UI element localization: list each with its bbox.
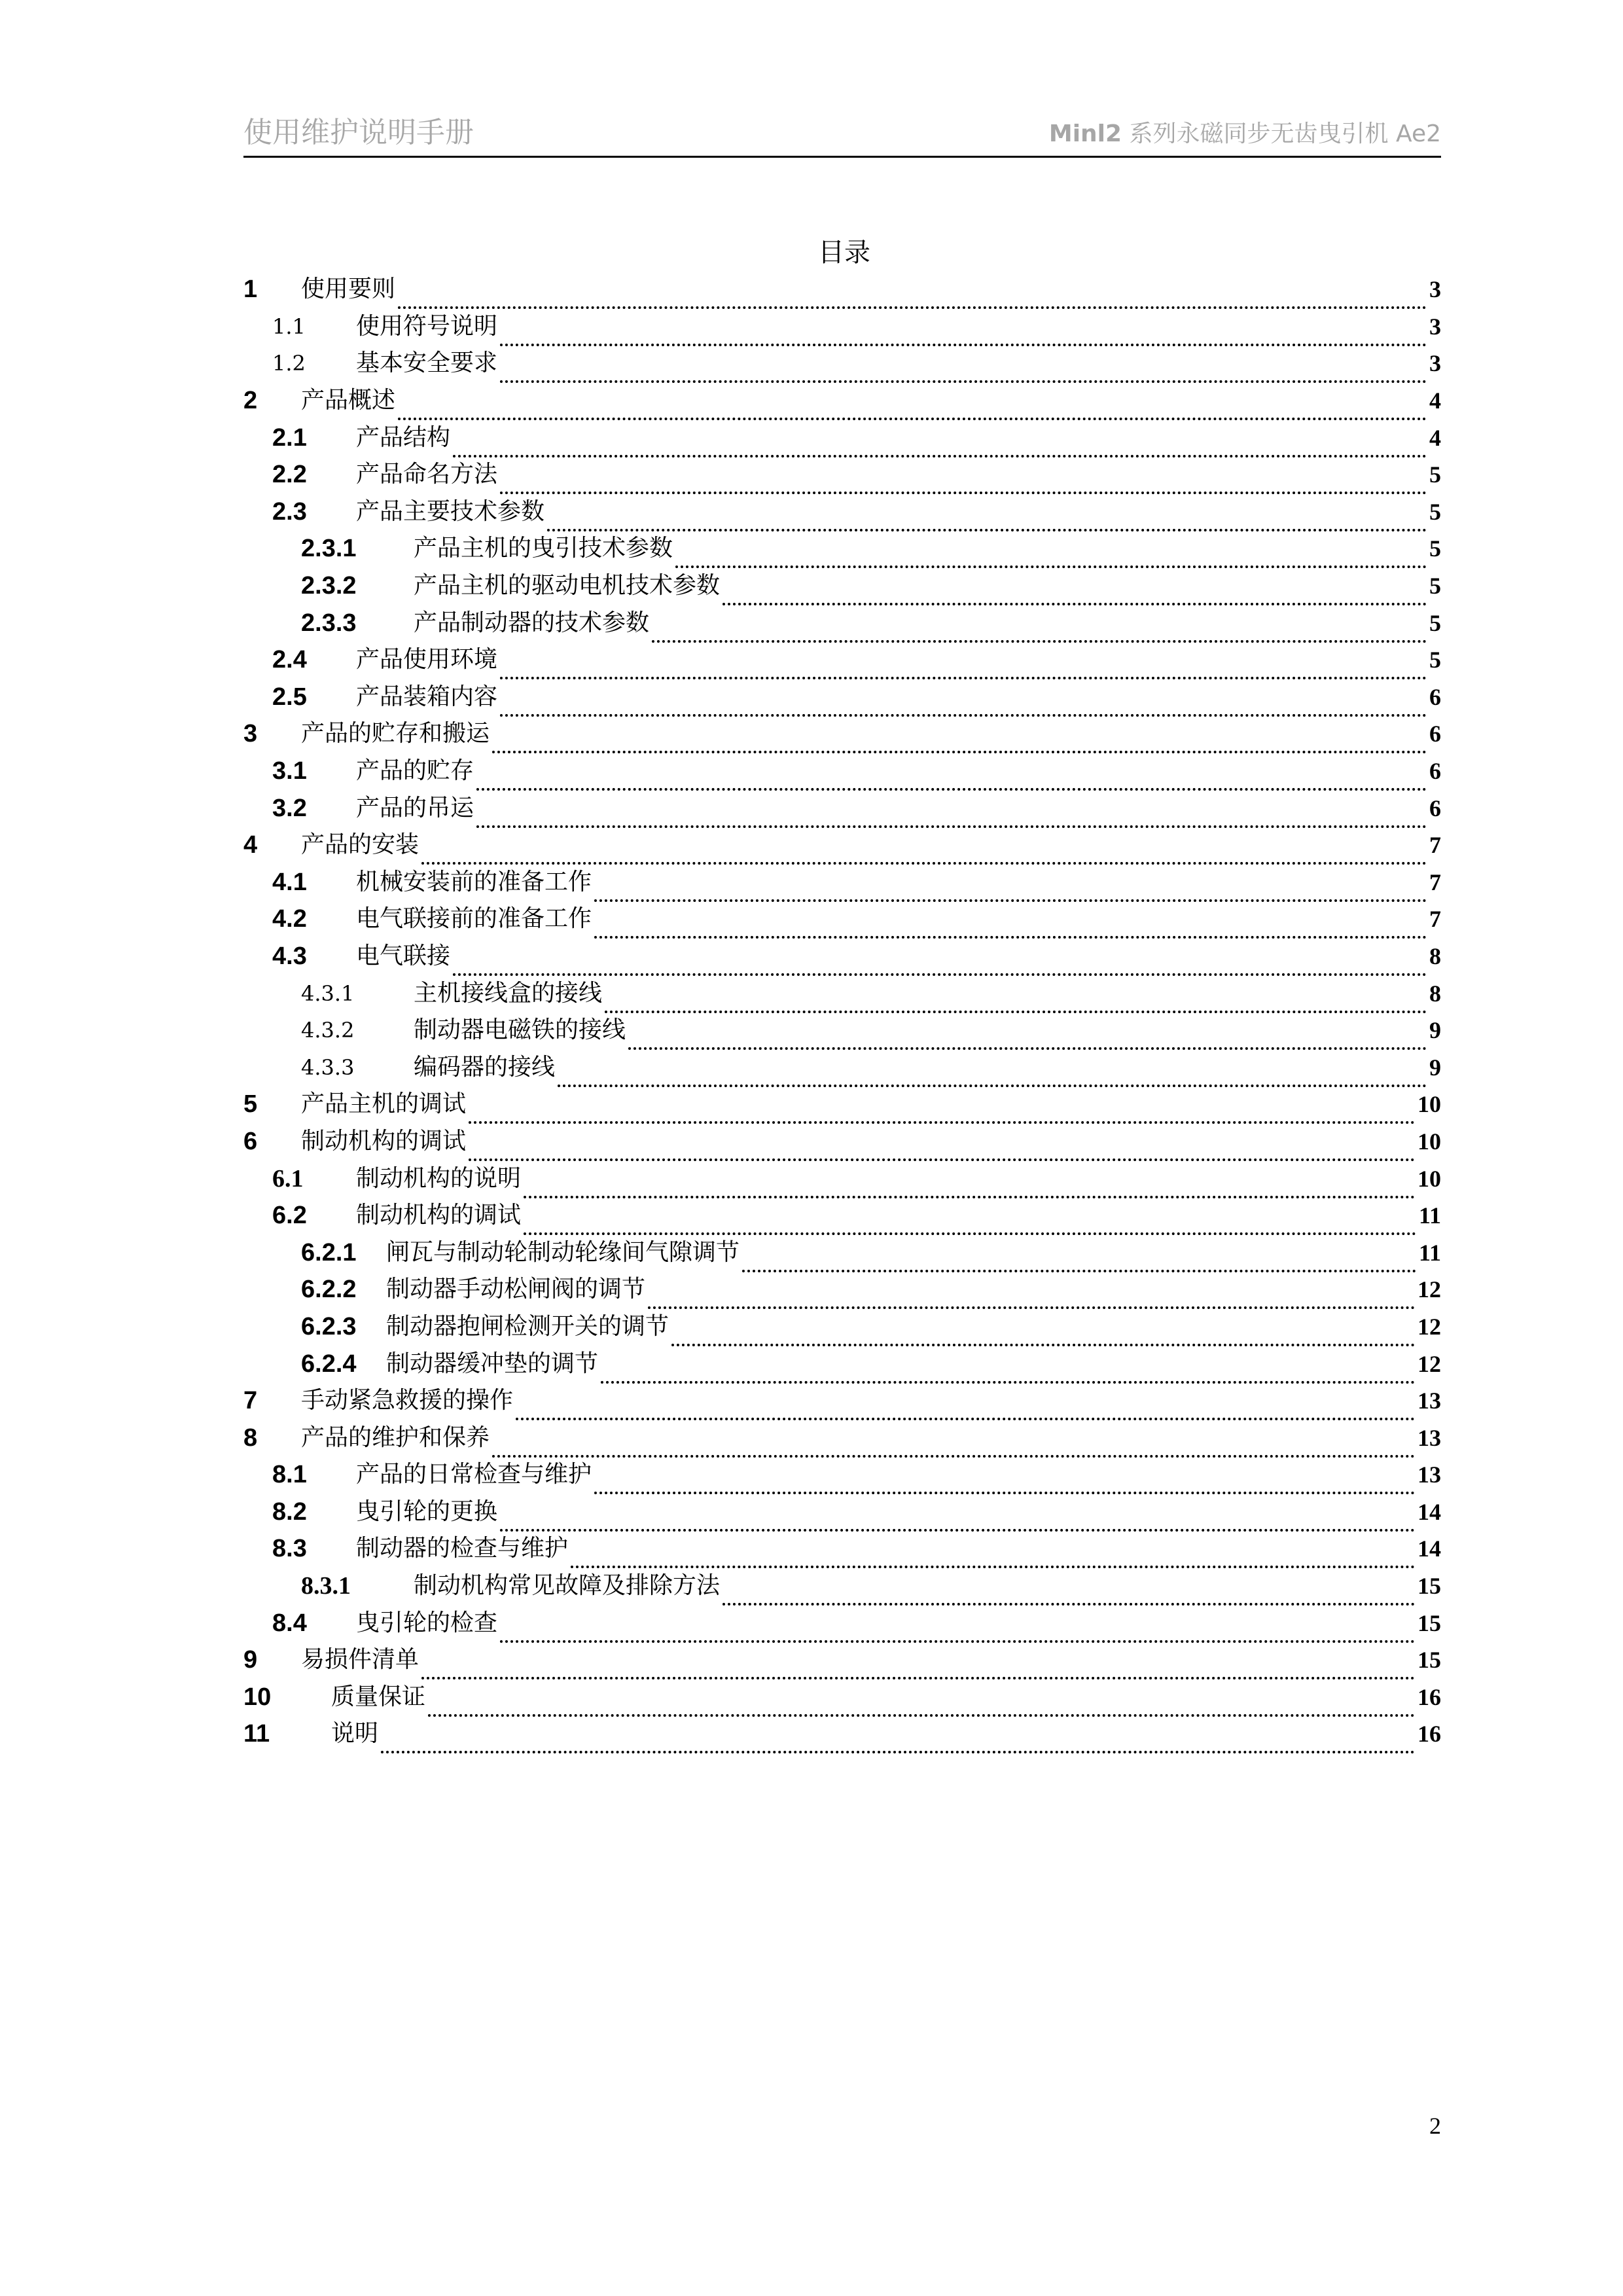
toc-entry-number: 4.1 bbox=[272, 868, 307, 896]
toc-dot-leader bbox=[398, 391, 1427, 420]
toc-entry-number: 3.1 bbox=[272, 757, 307, 785]
toc-dot-leader bbox=[453, 947, 1427, 976]
toc-entry-number: 4 bbox=[243, 831, 258, 859]
toc-entry-page: 15 bbox=[1418, 1647, 1441, 1674]
toc-entry-label: 产品的日常检查与维护 bbox=[356, 1461, 592, 1488]
toc-dot-leader bbox=[428, 1688, 1415, 1717]
toc-entry-number: 4.2 bbox=[272, 905, 307, 933]
toc-dot-leader bbox=[547, 503, 1427, 531]
toc-entry-number: 8.2 bbox=[272, 1498, 307, 1526]
toc-dot-leader bbox=[500, 354, 1427, 383]
header-series-label: 系列永磁同步无齿曳引机 Ae2 bbox=[1122, 120, 1441, 147]
toc-entry[interactable] bbox=[243, 641, 1441, 679]
toc-entry-label: 产品概述 bbox=[301, 387, 396, 414]
toc-entry[interactable] bbox=[243, 271, 1441, 308]
toc-entry-label: 说明 bbox=[331, 1720, 379, 1748]
toc-dot-leader bbox=[421, 1651, 1415, 1679]
toc-entry-number: 6.2 bbox=[272, 1202, 307, 1230]
toc-entry-number: 10 bbox=[243, 1683, 272, 1711]
toc-entry-label: 产品使用环境 bbox=[356, 646, 498, 673]
toc-entry-page: 7 bbox=[1429, 869, 1441, 895]
toc-entry-label: 产品装箱内容 bbox=[356, 683, 498, 710]
toc-entry-label: 使用要则 bbox=[301, 276, 396, 303]
toc-entry-number: 2.3.3 bbox=[301, 609, 357, 637]
toc-dot-leader bbox=[652, 614, 1427, 643]
toc-entry-number: 8.4 bbox=[272, 1609, 307, 1637]
toc-entry-label: 曳引轮的检查 bbox=[356, 1609, 498, 1636]
toc-entry-page: 13 bbox=[1418, 1462, 1441, 1488]
toc-entry-page: 6 bbox=[1429, 758, 1441, 785]
toc-entry[interactable] bbox=[243, 419, 1441, 456]
toc-entry-number: 4.3.1 bbox=[301, 980, 355, 1006]
toc-entry-number: 3 bbox=[243, 720, 258, 748]
toc-entry-label: 易损件清单 bbox=[301, 1646, 419, 1674]
toc-entry-page: 13 bbox=[1418, 1424, 1441, 1451]
toc-entry-label: 闸瓦与制动轮制动轮缘间气隙调节 bbox=[386, 1238, 740, 1266]
toc-dot-leader bbox=[671, 1318, 1415, 1346]
toc-entry[interactable] bbox=[243, 530, 1441, 567]
toc-entry-number: 2.1 bbox=[272, 423, 307, 452]
toc-entry-page: 5 bbox=[1429, 461, 1441, 488]
toc-dot-leader bbox=[476, 762, 1427, 791]
toc-entry-page: 8 bbox=[1429, 942, 1441, 969]
toc-entry-number: 8.1 bbox=[272, 1461, 307, 1489]
toc-entry-label: 产品主机的调试 bbox=[301, 1090, 467, 1118]
toc-entry-page: 14 bbox=[1418, 1535, 1441, 1562]
toc-entry-label: 电气联接 bbox=[356, 942, 451, 969]
toc-entry-page: 5 bbox=[1429, 535, 1441, 562]
toc-entry-number: 3.2 bbox=[272, 794, 307, 822]
toc-entry-label: 曳引轮的更换 bbox=[356, 1498, 498, 1525]
toc-dot-leader bbox=[601, 1355, 1415, 1384]
toc-entry-number: 4.3.2 bbox=[301, 1018, 355, 1043]
toc-entry-label: 机械安装前的准备工作 bbox=[356, 868, 592, 895]
toc-dot-leader bbox=[558, 1058, 1427, 1087]
toc-dot-leader bbox=[524, 1170, 1415, 1198]
toc-dot-leader bbox=[398, 280, 1427, 309]
toc-entry[interactable] bbox=[243, 679, 1441, 716]
toc-entry-page: 4 bbox=[1429, 387, 1441, 414]
toc-entry-number: 4.3 bbox=[272, 942, 307, 970]
toc-entry-page: 5 bbox=[1429, 647, 1441, 673]
toc-entry-label: 产品的吊运 bbox=[356, 794, 474, 821]
toc-entry-number: 6 bbox=[243, 1127, 258, 1155]
toc-dot-leader bbox=[469, 1095, 1415, 1124]
toc-title: 目录 bbox=[818, 238, 870, 268]
toc-entry[interactable] bbox=[243, 493, 1441, 531]
toc-entry-number: 4.3.3 bbox=[301, 1054, 355, 1080]
toc-dot-leader bbox=[500, 651, 1427, 679]
toc-entry-page: 10 bbox=[1418, 1091, 1441, 1118]
toc-entry-page: 8 bbox=[1429, 980, 1441, 1007]
toc-dot-leader bbox=[524, 1206, 1416, 1235]
toc-entry[interactable] bbox=[243, 864, 1441, 901]
toc-entry[interactable] bbox=[243, 1160, 1441, 1197]
toc-entry[interactable] bbox=[243, 715, 1441, 753]
toc-entry-label: 产品的维护和保养 bbox=[301, 1424, 490, 1451]
toc-dot-leader bbox=[594, 910, 1427, 939]
table-of-contents bbox=[243, 271, 1441, 1753]
toc-entry-page: 10 bbox=[1418, 1128, 1441, 1155]
toc-entry[interactable] bbox=[243, 604, 1441, 641]
toc-entry-page: 5 bbox=[1429, 573, 1441, 600]
toc-entry-number: 2.2 bbox=[272, 461, 307, 489]
toc-entry[interactable] bbox=[243, 308, 1441, 346]
toc-entry-page: 4 bbox=[1429, 424, 1441, 451]
toc-entry-number: 9 bbox=[243, 1646, 258, 1674]
toc-entry-number: 6.2.1 bbox=[301, 1238, 357, 1266]
toc-entry-number: 1.2 bbox=[272, 351, 306, 376]
toc-entry[interactable] bbox=[243, 1271, 1441, 1308]
toc-dot-leader bbox=[381, 1725, 1415, 1753]
toc-dot-leader bbox=[500, 465, 1427, 494]
toc-entry[interactable] bbox=[243, 345, 1441, 382]
toc-entry-label: 编码器的接线 bbox=[414, 1053, 556, 1081]
toc-entry-label: 制动机构的调试 bbox=[301, 1127, 467, 1155]
toc-entry-label: 制动机构的调试 bbox=[356, 1202, 522, 1229]
toc-dot-leader bbox=[492, 725, 1427, 753]
toc-entry[interactable] bbox=[243, 1715, 1441, 1753]
toc-entry-label: 制动器抱闸检测开关的调节 bbox=[386, 1312, 669, 1340]
toc-entry-page: 9 bbox=[1429, 1017, 1441, 1044]
toc-entry-label: 制动器电磁铁的接线 bbox=[414, 1016, 626, 1044]
toc-entry[interactable] bbox=[243, 456, 1441, 493]
toc-entry[interactable] bbox=[243, 1308, 1441, 1346]
toc-entry-label: 制动机构常见故障及排除方法 bbox=[414, 1572, 721, 1600]
toc-entry[interactable] bbox=[243, 1679, 1441, 1716]
toc-dot-leader bbox=[742, 1244, 1416, 1272]
toc-entry[interactable] bbox=[243, 1012, 1441, 1049]
toc-entry-page: 10 bbox=[1418, 1165, 1441, 1192]
toc-entry-page: 3 bbox=[1429, 313, 1441, 340]
toc-entry[interactable] bbox=[243, 1049, 1441, 1086]
toc-entry-number: 6.2.2 bbox=[301, 1276, 357, 1304]
toc-entry-label: 制动器的检查与维护 bbox=[356, 1535, 569, 1562]
toc-entry[interactable] bbox=[243, 1382, 1441, 1420]
toc-dot-leader bbox=[453, 429, 1427, 457]
toc-entry-label: 电气联接前的准备工作 bbox=[356, 905, 592, 933]
toc-entry-number: 8.3.1 bbox=[301, 1572, 351, 1600]
toc-entry-number: 2.4 bbox=[272, 646, 307, 674]
toc-entry[interactable] bbox=[243, 567, 1441, 605]
toc-entry-page: 13 bbox=[1418, 1388, 1441, 1414]
toc-entry[interactable] bbox=[243, 1345, 1441, 1382]
toc-dot-leader bbox=[500, 688, 1427, 717]
toc-entry-label: 产品主要技术参数 bbox=[356, 497, 545, 525]
toc-dot-leader bbox=[500, 317, 1427, 346]
toc-entry-label: 产品命名方法 bbox=[356, 461, 498, 488]
page-header bbox=[243, 115, 1441, 158]
toc-entry-number: 2.3.2 bbox=[301, 572, 357, 600]
toc-entry-label: 使用符号说明 bbox=[356, 312, 498, 340]
toc-entry-page: 7 bbox=[1429, 832, 1441, 859]
toc-entry[interactable] bbox=[243, 1641, 1441, 1679]
toc-dot-leader bbox=[722, 1577, 1415, 1605]
toc-dot-leader bbox=[722, 577, 1427, 605]
toc-entry-page: 7 bbox=[1429, 906, 1441, 933]
toc-dot-leader bbox=[594, 1465, 1415, 1494]
toc-entry-label: 主机接线盒的接线 bbox=[414, 979, 603, 1007]
toc-entry-label: 制动器手动松闸阀的调节 bbox=[386, 1276, 646, 1303]
toc-entry-label: 制动器缓冲垫的调节 bbox=[386, 1350, 599, 1377]
toc-dot-leader bbox=[476, 799, 1427, 828]
toc-entry-number: 1 bbox=[243, 276, 258, 304]
toc-entry-number: 8 bbox=[243, 1424, 258, 1452]
header-document-title: 使用维护说明手册 bbox=[243, 116, 474, 149]
toc-entry[interactable] bbox=[243, 901, 1441, 938]
toc-entry-label: 质量保证 bbox=[331, 1683, 426, 1710]
toc-entry-label: 产品主机的驱动电机技术参数 bbox=[414, 572, 721, 600]
toc-entry-page: 16 bbox=[1418, 1721, 1441, 1748]
toc-entry[interactable] bbox=[243, 975, 1441, 1012]
toc-entry-page: 5 bbox=[1429, 609, 1441, 636]
toc-dot-leader bbox=[500, 1614, 1415, 1643]
toc-entry-page: 12 bbox=[1418, 1350, 1441, 1377]
toc-dot-leader bbox=[492, 1429, 1415, 1458]
toc-dot-leader bbox=[516, 1391, 1415, 1420]
toc-entry-label: 手动紧急救援的操作 bbox=[301, 1387, 514, 1414]
toc-entry-number: 11 bbox=[243, 1720, 270, 1748]
toc-dot-leader bbox=[605, 984, 1427, 1013]
toc-entry-label: 基本安全要求 bbox=[356, 350, 498, 377]
toc-entry[interactable] bbox=[243, 1568, 1441, 1605]
toc-entry[interactable] bbox=[243, 1604, 1441, 1641]
toc-entry-number: 1.1 bbox=[272, 314, 306, 339]
toc-entry[interactable] bbox=[243, 1456, 1441, 1494]
toc-entry-number: 2 bbox=[243, 387, 258, 415]
header-model: Minl2 bbox=[1048, 120, 1122, 147]
toc-dot-leader bbox=[628, 1021, 1427, 1050]
toc-entry[interactable] bbox=[243, 382, 1441, 420]
toc-entry-page: 6 bbox=[1429, 683, 1441, 710]
toc-entry-number: 6.1 bbox=[272, 1164, 304, 1193]
toc-entry-label: 产品主机的曳引技术参数 bbox=[414, 535, 673, 562]
toc-entry-number: 6.2.4 bbox=[301, 1350, 357, 1378]
toc-entry-page: 15 bbox=[1418, 1609, 1441, 1636]
toc-entry-label: 产品的贮存和搬运 bbox=[301, 720, 490, 747]
toc-entry-page: 6 bbox=[1429, 795, 1441, 821]
header-product-series bbox=[1049, 118, 1441, 151]
toc-entry[interactable] bbox=[243, 753, 1441, 790]
toc-entry[interactable] bbox=[243, 938, 1441, 975]
toc-entry-label: 产品制动器的技术参数 bbox=[414, 609, 650, 636]
toc-dot-leader bbox=[675, 539, 1427, 568]
toc-entry-label: 产品的贮存 bbox=[356, 757, 474, 785]
toc-entry-number: 5 bbox=[243, 1090, 258, 1119]
toc-entry[interactable] bbox=[243, 1197, 1441, 1234]
toc-dot-leader bbox=[648, 1280, 1415, 1309]
toc-entry-number: 8.3 bbox=[272, 1535, 307, 1563]
toc-entry-page: 11 bbox=[1418, 1202, 1441, 1229]
toc-entry-page: 5 bbox=[1429, 498, 1441, 525]
page-number: 2 bbox=[1429, 2113, 1441, 2139]
toc-entry[interactable] bbox=[243, 1086, 1441, 1123]
toc-entry-page: 6 bbox=[1429, 721, 1441, 747]
toc-dot-leader bbox=[594, 873, 1427, 902]
toc-entry-page: 14 bbox=[1418, 1498, 1441, 1525]
toc-entry-page: 12 bbox=[1418, 1276, 1441, 1303]
toc-entry-label: 产品的安装 bbox=[301, 831, 419, 859]
toc-entry-number: 7 bbox=[243, 1387, 258, 1415]
toc-entry-page: 3 bbox=[1429, 276, 1441, 303]
toc-entry-page: 12 bbox=[1418, 1313, 1441, 1340]
toc-entry[interactable] bbox=[243, 1419, 1441, 1456]
toc-entry-number: 2.3 bbox=[272, 497, 307, 526]
toc-entry-page: 3 bbox=[1429, 350, 1441, 377]
toc-dot-leader bbox=[500, 1503, 1415, 1532]
toc-entry-number: 2.3.1 bbox=[301, 535, 357, 563]
toc-entry[interactable] bbox=[243, 1234, 1441, 1271]
toc-entry[interactable] bbox=[243, 1494, 1441, 1531]
toc-entry-page: 9 bbox=[1429, 1054, 1441, 1081]
toc-entry[interactable] bbox=[243, 1123, 1441, 1160]
toc-entry-page: 16 bbox=[1418, 1683, 1441, 1710]
toc-entry-page: 11 bbox=[1418, 1239, 1441, 1266]
toc-dot-leader bbox=[571, 1539, 1415, 1568]
toc-entry-label: 产品结构 bbox=[356, 423, 451, 451]
toc-dot-leader bbox=[469, 1132, 1415, 1161]
toc-dot-leader bbox=[421, 836, 1427, 865]
toc-entry-number: 2.5 bbox=[272, 683, 307, 711]
toc-entry-page: 15 bbox=[1418, 1573, 1441, 1600]
toc-entry[interactable] bbox=[243, 789, 1441, 827]
toc-entry-label: 制动机构的说明 bbox=[356, 1164, 522, 1192]
toc-entry[interactable] bbox=[243, 827, 1441, 864]
toc-entry-number: 6.2.3 bbox=[301, 1312, 357, 1340]
toc-entry[interactable] bbox=[243, 1530, 1441, 1568]
